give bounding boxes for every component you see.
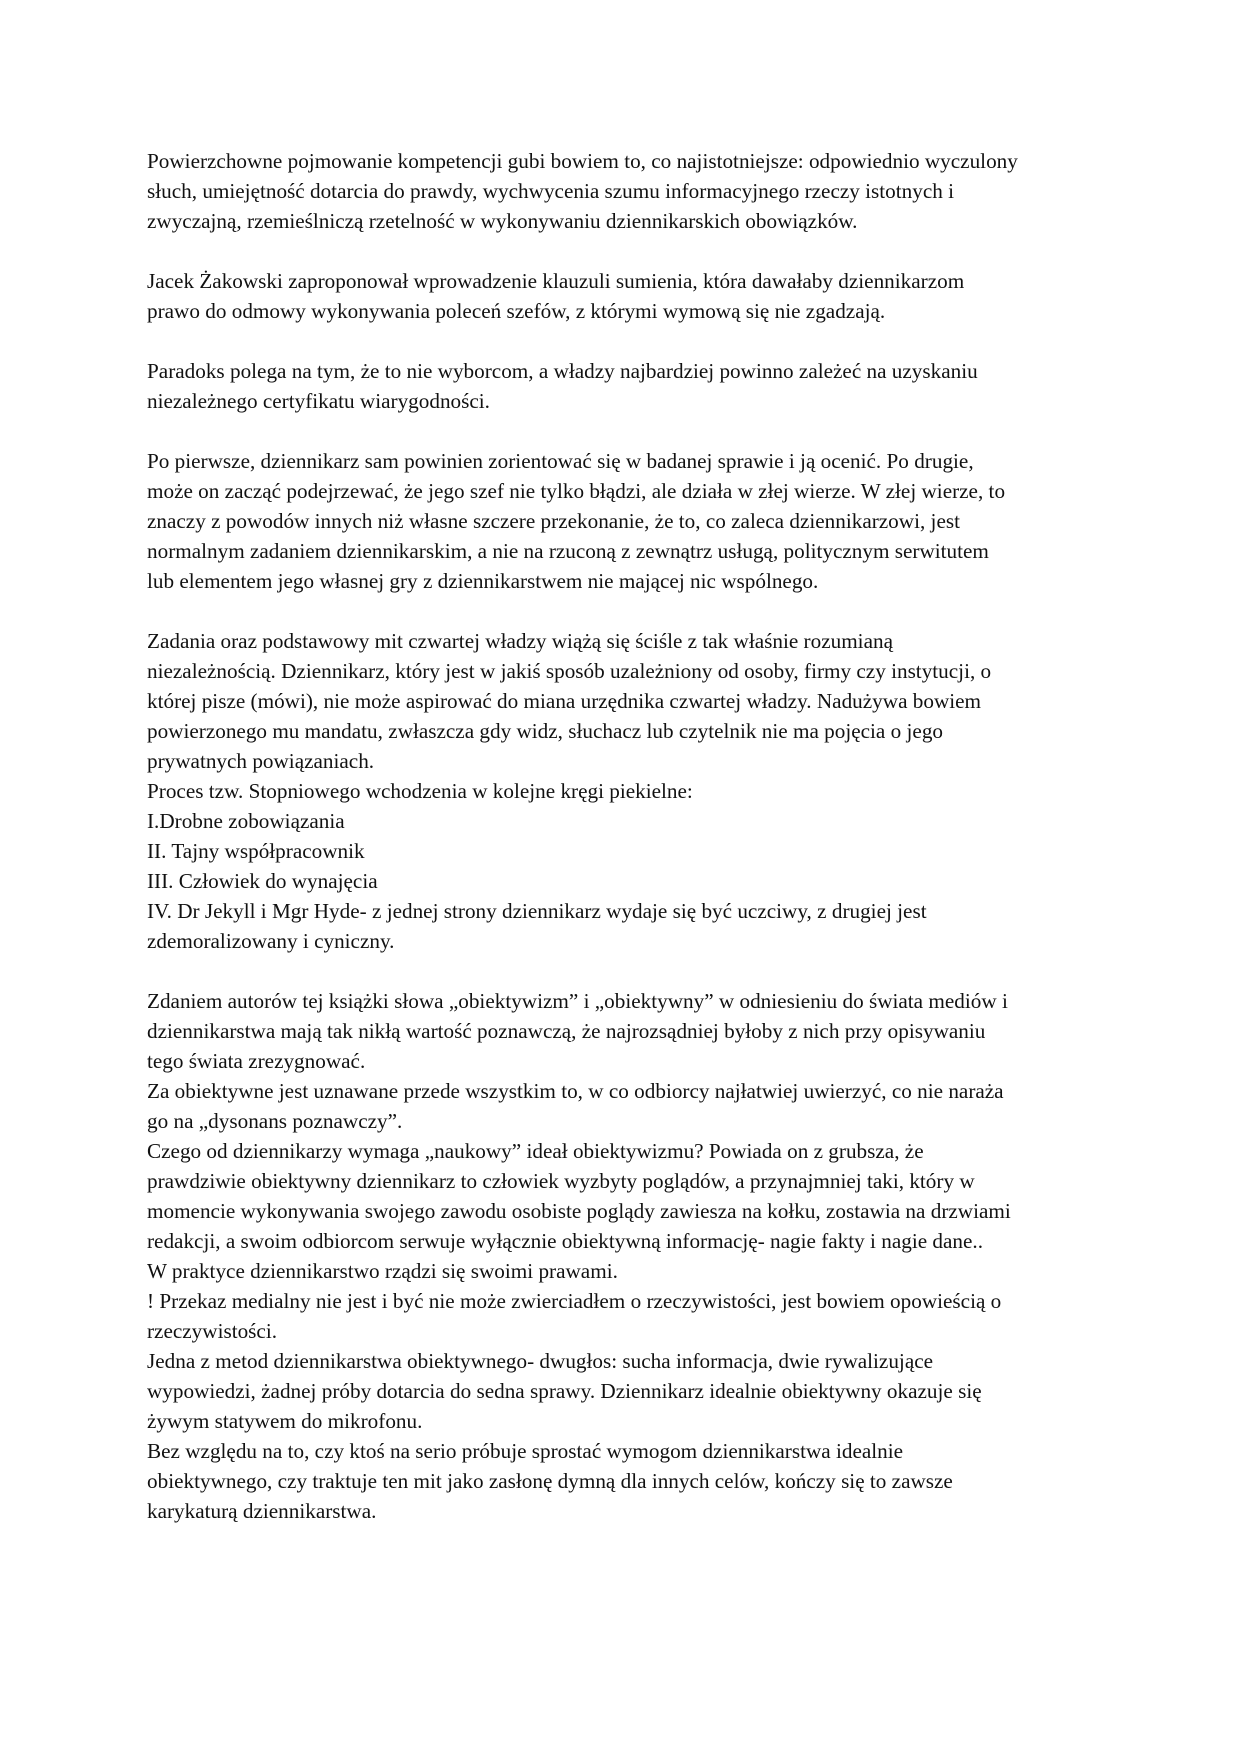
list-item-circle-2: II. Tajny współpracownik xyxy=(147,839,365,863)
paragraph-spacer xyxy=(147,326,1107,356)
paragraph-first-second xyxy=(147,446,1107,596)
paragraph-fourth-estate xyxy=(147,626,1107,956)
text-line: słuch, umiejętność dotarcia do prawdy, wychwycenia szumu informacyjnego rzeczy istotnych i xyxy=(147,179,955,203)
text-line: Za obiektywne jest uznawane przede wszystkim to, w co odbiorcy najłatwiej uwierzyć, co nie naraża xyxy=(147,1079,1004,1103)
text-line: wypowiedzi, żadnej próby dotarcia do sedna sprawy. Dziennikarz idealnie obiektywny okazuje się xyxy=(147,1379,982,1403)
text-line: prawdziwie obiektywny dziennikarz to człowiek wyzbyty poglądów, a przynajmniej taki, który w xyxy=(147,1169,975,1193)
paragraph-spacer xyxy=(147,596,1107,626)
text-line: normalnym zadaniem dziennikarskim, a nie na rzuconą z zewnątrz usługą, politycznym serwitutem xyxy=(147,539,989,563)
list-item-circle-1: I.Drobne zobowiązania xyxy=(147,809,345,833)
text-line: Zadania oraz podstawowy mit czwartej władzy wiążą się ściśle z tak właśnie rozumianą xyxy=(147,629,893,653)
text-line: Jacek Żakowski zaproponował wprowadzenie klauzuli sumienia, która dawałaby dziennikarzom xyxy=(147,269,965,293)
paragraph-competence xyxy=(147,146,1107,236)
list-item-circle-3: III. Człowiek do wynajęcia xyxy=(147,869,378,893)
text-line: Paradoks polega na tym, że to nie wyborcom, a władzy najbardziej powinno zależeć na uzyskaniu xyxy=(147,359,978,383)
text-line: karykaturą dziennikarstwa. xyxy=(147,1499,377,1523)
text-line: niezależnego certyfikatu wiarygodności. xyxy=(147,389,490,413)
text-line: momencie wykonywania swojego zawodu osobiste poglądy zawiesza na kołku, zostawia na drzwiami xyxy=(147,1199,1011,1223)
text-line: Czego od dziennikarzy wymaga „naukowy” ideał obiektywizmu? Powiada on z grubsza, że xyxy=(147,1139,924,1163)
text-line: może on zacząć podejrzewać, że jego szef nie tylko błądzi, ale działa w złej wierze. W złej wierze, to xyxy=(147,479,1006,503)
paragraph-spacer xyxy=(147,236,1107,266)
text-line: obiektywnego, czy traktuje ten mit jako zasłonę dymną dla innych celów, kończy się to zawsze xyxy=(147,1469,953,1493)
paragraph-objectivism xyxy=(147,986,1107,1526)
paragraph-spacer xyxy=(147,416,1107,446)
text-line: W praktyce dziennikarstwo rządzi się swoimi prawami. xyxy=(147,1259,618,1283)
paragraph-zakowski xyxy=(147,266,1107,326)
text-line: Bez względu na to, czy ktoś na serio próbuje sprostać wymogom dziennikarstwa idealnie xyxy=(147,1439,904,1463)
text-line: niezależnością. Dziennikarz, który jest w jakiś sposób uzależniony od osoby, firmy czy instytucji, o xyxy=(147,659,992,683)
text-line: znaczy z powodów innych niż własne szczere przekonanie, że to, co zaleca dziennikarzowi, jest xyxy=(147,509,960,533)
text-line: prywatnych powiązaniach. xyxy=(147,749,375,773)
text-line: powierzonego mu mandatu, zwłaszcza gdy widz, słuchacz lub czytelnik nie ma pojęcia o jego xyxy=(147,719,944,743)
text-line: lub elementem jego własnej gry z dziennikarstwem nie mającej nic wspólnego. xyxy=(147,569,819,593)
text-line: której pisze (mówi), nie może aspirować do miana urzędnika czwartej władzy. Nadużywa bowiem xyxy=(147,689,982,713)
text-line: zdemoralizowany i cyniczny. xyxy=(147,929,395,953)
text-line: tego świata zrezygnować. xyxy=(147,1049,366,1073)
text-line: Powierzchowne pojmowanie kompetencji gubi bowiem to, co najistotniejsze: odpowiednio wyczulony xyxy=(147,149,1018,173)
document-page xyxy=(147,146,1107,1526)
text-line: go na „dysonans poznawczy”. xyxy=(147,1109,403,1133)
paragraph-spacer xyxy=(147,956,1107,986)
text-line: Zdaniem autorów tej książki słowa „obiektywizm” i „obiektywny” w odniesieniu do świata mediów i xyxy=(147,989,1008,1013)
text-line: prawo do odmowy wykonywania poleceń szefów, z którymi wymową się nie zgadzają. xyxy=(147,299,886,323)
text-line: ! Przekaz medialny nie jest i być nie może zwierciadłem o rzeczywistości, jest bowiem opowieścią o xyxy=(147,1289,1002,1313)
text-line: redakcji, a swoim odbiorcom serwuje wyłącznie obiektywną informację- nagie fakty i nagie dane.. xyxy=(147,1229,984,1253)
text-line: żywym statywem do mikrofonu. xyxy=(147,1409,423,1433)
text-line: Jedna z metod dziennikarstwa obiektywnego- dwugłos: sucha informacja, dwie rywalizujące xyxy=(147,1349,934,1373)
text-line: zwyczajną, rzemieślniczą rzetelność w wykonywaniu dziennikarskich obowiązków. xyxy=(147,209,858,233)
text-line: Proces tzw. Stopniowego wchodzenia w kolejne kręgi piekielne: xyxy=(147,779,693,803)
list-item-circle-4: IV. Dr Jekyll i Mgr Hyde- z jednej strony dziennikarz wydaje się być uczciwy, z drugiej jest xyxy=(147,899,927,923)
text-line: rzeczywistości. xyxy=(147,1319,278,1343)
paragraph-paradox xyxy=(147,356,1107,416)
text-line: dziennikarstwa mają tak nikłą wartość poznawczą, że najrozsądniej byłoby z nich przy opisywaniu xyxy=(147,1019,986,1043)
text-line: Po pierwsze, dziennikarz sam powinien zorientować się w badanej sprawie i ją ocenić. Po drugie, xyxy=(147,449,974,473)
